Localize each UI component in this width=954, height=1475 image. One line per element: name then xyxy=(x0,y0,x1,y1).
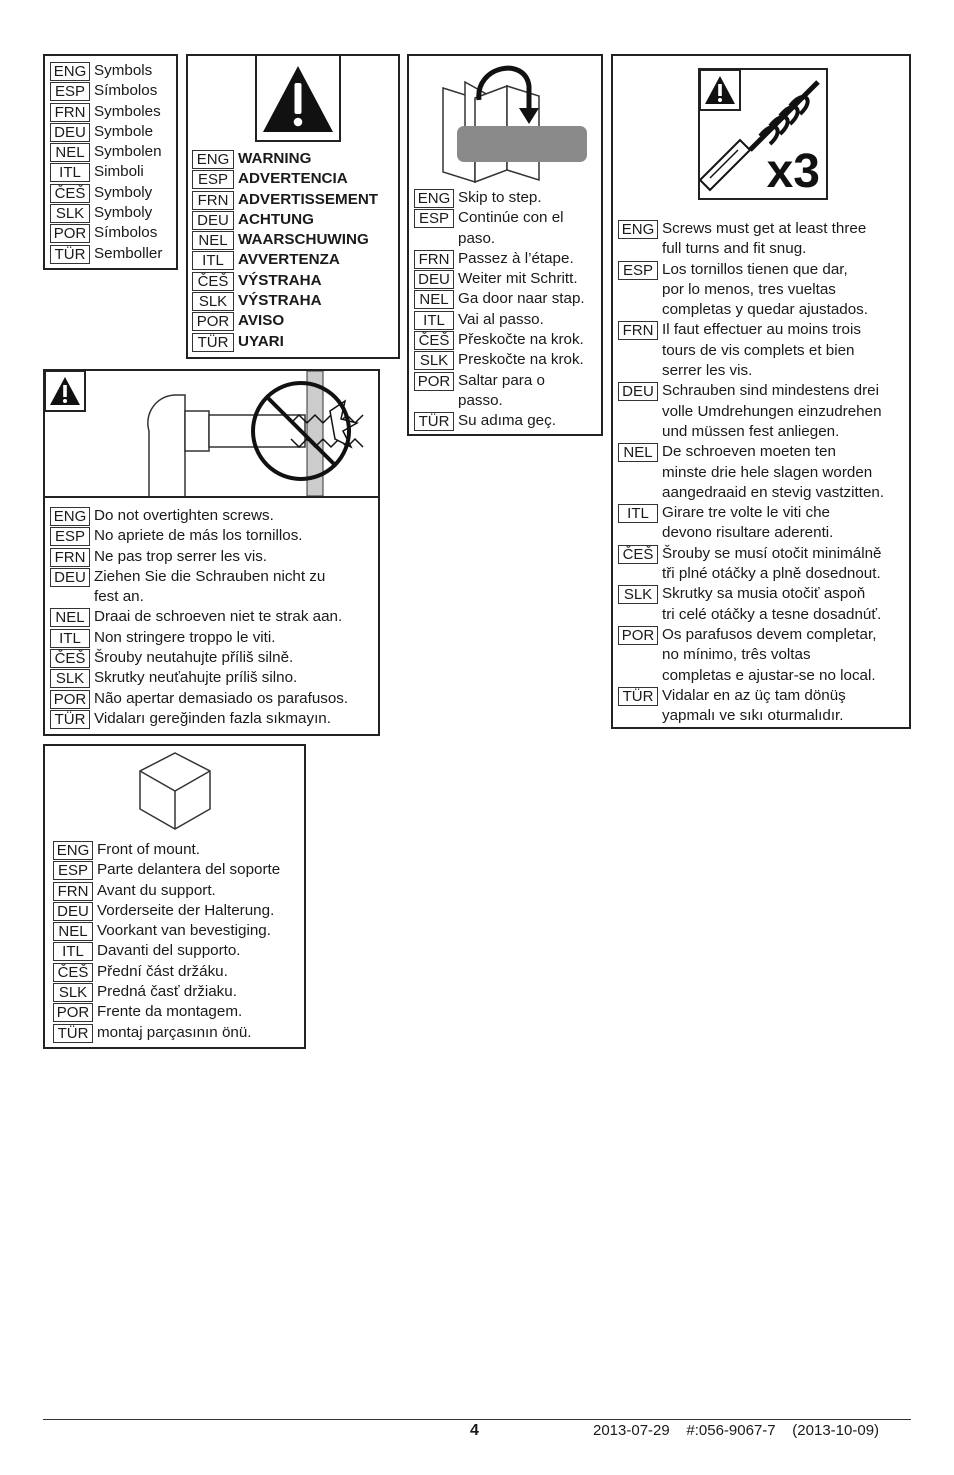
screws-box xyxy=(611,54,911,729)
language-text: Não apertar demasiado os parafusos. xyxy=(94,689,349,707)
language-row xyxy=(414,188,585,208)
language-text: Símbolos xyxy=(94,224,158,242)
language-row xyxy=(50,244,162,264)
language-code: DEU xyxy=(192,211,234,230)
language-code: ESP xyxy=(53,861,93,880)
language-row xyxy=(53,840,280,860)
language-code: SLK xyxy=(192,292,234,311)
language-code: ITL xyxy=(192,251,234,270)
language-code: TÜR xyxy=(50,710,90,729)
screws-list xyxy=(618,219,884,726)
language-text: Šrouby neutahujte příliš silně. xyxy=(94,649,294,667)
language-code: DEU xyxy=(414,270,454,289)
language-code: TÜR xyxy=(192,333,234,352)
language-code: SLK xyxy=(50,669,90,688)
language-code: ENG xyxy=(192,150,234,169)
language-code: SLK xyxy=(53,983,93,1002)
language-row xyxy=(414,310,585,330)
language-code: POR xyxy=(192,312,234,331)
language-text: Semboller xyxy=(94,244,163,262)
language-text: AVVERTENZA xyxy=(238,251,340,269)
language-row xyxy=(414,289,585,309)
language-text: Weiter mit Schritt. xyxy=(458,270,578,288)
language-row xyxy=(50,203,162,223)
language-text: Frente da montagem. xyxy=(97,1003,243,1021)
language-code: ESP xyxy=(50,527,90,546)
warning-box xyxy=(186,54,400,359)
language-row xyxy=(192,332,378,352)
language-row xyxy=(50,689,348,709)
language-code: NEL xyxy=(618,443,658,462)
language-text: Symbole xyxy=(94,122,154,140)
language-code: ITL xyxy=(50,163,90,182)
language-code: TÜR xyxy=(53,1024,93,1043)
language-text: Saltar para o passo. xyxy=(458,371,545,409)
language-text: VÝSTRAHA xyxy=(238,292,322,310)
language-row xyxy=(50,162,162,182)
language-row xyxy=(50,567,348,608)
language-code: ITL xyxy=(50,629,90,648)
language-row xyxy=(50,709,348,729)
language-code: ESP xyxy=(192,170,234,189)
language-code: ITL xyxy=(414,311,454,330)
language-row xyxy=(192,190,378,210)
language-text: Su adıma geç. xyxy=(458,412,556,430)
language-row xyxy=(618,381,884,442)
language-text: Preskočte na krok. xyxy=(458,351,584,369)
language-code: NEL xyxy=(414,290,454,309)
language-row xyxy=(414,269,585,289)
language-row xyxy=(50,668,348,688)
language-row xyxy=(414,371,585,412)
language-row xyxy=(53,860,280,880)
language-code: ČEŠ xyxy=(50,184,90,203)
language-code: FRN xyxy=(50,103,90,122)
language-text: De schroeven moeten ten minste drie hele slagen worden aangedraaid en stevig vastzitten. xyxy=(662,443,885,501)
language-text: Front of mount. xyxy=(97,841,200,858)
language-text: UYARI xyxy=(238,332,284,350)
language-row xyxy=(618,503,884,544)
language-text: VÝSTRAHA xyxy=(238,271,322,289)
language-text: WARNING xyxy=(238,150,312,167)
overtighten-list xyxy=(50,506,348,729)
language-code: POR xyxy=(414,372,454,391)
language-text: ACHTUNG xyxy=(238,210,314,228)
language-code: TÜR xyxy=(414,412,454,431)
language-row xyxy=(53,901,280,921)
language-text: Parte delantera del soporte xyxy=(97,861,281,879)
language-row xyxy=(192,210,378,230)
language-row xyxy=(50,628,348,648)
language-row xyxy=(414,330,585,350)
language-text: Screws must get at least three full turns and fit snug. xyxy=(662,220,867,258)
footer-divider xyxy=(43,1419,911,1420)
language-row xyxy=(50,607,348,627)
language-row xyxy=(50,122,162,142)
language-code: ESP xyxy=(414,209,454,228)
language-code: TÜR xyxy=(618,687,658,706)
language-code: POR xyxy=(50,690,90,709)
language-text: Davanti del supporto. xyxy=(97,942,241,960)
language-text: Symboles xyxy=(94,102,161,120)
language-row xyxy=(414,249,585,269)
language-row xyxy=(50,183,162,203)
language-row xyxy=(50,61,162,81)
page-flip-icon xyxy=(435,60,595,191)
overtighten-box xyxy=(43,369,380,736)
language-text: Passez à l’étape. xyxy=(458,249,574,267)
symbols-box xyxy=(43,54,178,270)
cube-icon xyxy=(138,751,212,836)
language-code: SLK xyxy=(50,204,90,223)
language-text: Avant du support. xyxy=(97,881,216,899)
language-code: DEU xyxy=(618,382,658,401)
language-text: Vorderseite der Halterung. xyxy=(97,901,275,919)
language-text: Symboly xyxy=(94,204,153,222)
language-row xyxy=(192,169,378,189)
language-text: Přeskočte na krok. xyxy=(458,331,584,349)
language-code: FRN xyxy=(414,250,454,269)
language-row xyxy=(53,982,280,1002)
language-text: No apriete de más los tornillos. xyxy=(94,527,303,545)
language-row xyxy=(192,311,378,331)
language-code: NEL xyxy=(50,143,90,162)
language-code: FRN xyxy=(618,321,658,340)
language-code: POR xyxy=(618,626,658,645)
language-code: ESP xyxy=(618,261,658,280)
language-text: Schrauben sind mindestens drei volle Umdrehungen einzudrehen und müssen fest anliegen. xyxy=(662,382,882,440)
symbols-list xyxy=(50,61,162,264)
language-text: Skrutky neuťahujte príliš silno. xyxy=(94,669,298,687)
language-row xyxy=(414,208,585,249)
overtighten-diagram xyxy=(45,371,378,498)
language-code: SLK xyxy=(414,351,454,370)
language-row xyxy=(618,442,884,503)
quantity-badge: x3 xyxy=(766,145,820,198)
language-row xyxy=(50,506,348,526)
language-row xyxy=(618,219,884,260)
language-text: Skip to step. xyxy=(458,189,542,206)
language-text: Non stringere troppo le viti. xyxy=(94,628,276,646)
language-text: Symbolen xyxy=(94,143,162,161)
language-row xyxy=(618,686,884,727)
language-text: Do not overtighten screws. xyxy=(94,507,274,524)
language-code: ENG xyxy=(50,507,90,526)
language-row xyxy=(414,411,585,431)
language-row xyxy=(50,223,162,243)
language-row xyxy=(50,81,162,101)
language-text: Symboly xyxy=(94,183,153,201)
language-text: Vidaları gereğinden fazla sıkmayın. xyxy=(94,709,331,727)
language-code: NEL xyxy=(192,231,234,250)
language-text: Il faut effectuer au moins trois tours de vis complets et bien serrer les vis. xyxy=(662,321,861,380)
language-code: ENG xyxy=(50,62,90,81)
warning-list xyxy=(192,149,378,352)
language-row xyxy=(618,544,884,585)
language-text: Symbols xyxy=(94,62,153,79)
language-text: Přední část držáku. xyxy=(97,962,228,980)
language-code: ENG xyxy=(414,189,454,208)
language-text: Vai al passo. xyxy=(458,310,544,328)
language-code: DEU xyxy=(50,568,90,587)
language-code: ČEŠ xyxy=(50,649,90,668)
language-text: Draai de schroeven niet te strak aan. xyxy=(94,608,343,626)
language-text: Girare tre volte le viti che devono risultare aderenti. xyxy=(662,504,834,542)
language-code: ITL xyxy=(53,942,93,961)
language-row xyxy=(192,149,378,169)
language-text: Voorkant van bevestiging. xyxy=(97,922,271,940)
language-code: NEL xyxy=(50,608,90,627)
language-text: Vidalar en az üç tam dönüş yapmalı ve sıkı oturmalıdır. xyxy=(662,686,846,725)
language-row xyxy=(50,648,348,668)
language-code: ENG xyxy=(53,841,93,860)
language-text: ADVERTENCIA xyxy=(238,170,348,188)
language-row xyxy=(50,526,348,546)
language-code: DEU xyxy=(50,123,90,142)
language-code: POR xyxy=(50,224,90,243)
language-row xyxy=(53,1002,280,1022)
language-code: SLK xyxy=(618,585,658,604)
language-text: Skrutky sa musia otočiť aspoň tri celé otáčky a tesne dosadnúť. xyxy=(662,585,882,623)
language-text: Simboli xyxy=(94,163,144,181)
language-row xyxy=(618,320,884,381)
language-row xyxy=(618,625,884,686)
language-code: FRN xyxy=(53,882,93,901)
language-text: Los tornillos tienen que dar, por lo menos, tres vueltas completas y quedar ajustados. xyxy=(662,260,868,319)
language-text: WAARSCHUWING xyxy=(238,231,369,249)
language-row xyxy=(618,260,884,321)
language-row xyxy=(192,250,378,270)
language-code: ČEŠ xyxy=(53,963,93,982)
language-text: AVISO xyxy=(238,312,285,330)
language-row xyxy=(53,941,280,961)
language-row xyxy=(53,1023,280,1043)
language-row xyxy=(53,921,280,941)
front-box xyxy=(43,744,306,1049)
language-code: FRN xyxy=(50,548,90,567)
language-code: ITL xyxy=(618,504,658,523)
language-row xyxy=(414,350,585,370)
warning-triangle-icon xyxy=(255,56,341,142)
language-row xyxy=(192,291,378,311)
language-code: FRN xyxy=(192,191,234,210)
footer-info: 2013-07-29 #:056-9067-7 (2013-10-09) xyxy=(593,1422,880,1439)
language-code: ESP xyxy=(50,82,90,101)
language-row xyxy=(618,584,884,625)
language-code: TÜR xyxy=(50,245,90,264)
language-text: Os parafusos devem completar, no mínimo, três voltas completas e ajustar-se no local. xyxy=(662,625,877,684)
language-code: ČEŠ xyxy=(414,331,454,350)
language-text: ADVERTISSEMENT xyxy=(238,190,379,208)
language-row xyxy=(53,881,280,901)
language-code: DEU xyxy=(53,902,93,921)
language-code: POR xyxy=(53,1003,93,1022)
skip-list xyxy=(414,188,585,432)
language-text: montaj parçasının önü. xyxy=(97,1023,252,1041)
language-text: Šrouby se musí otočit minimálně tři plné otáčky a plně dosednout. xyxy=(662,544,882,583)
language-text: Continúe con el paso. xyxy=(458,209,564,247)
language-code: ČEŠ xyxy=(192,272,234,291)
language-code: NEL xyxy=(53,922,93,941)
language-row xyxy=(50,102,162,122)
skip-box xyxy=(407,54,603,436)
language-text: Predná časť držiaku. xyxy=(97,983,237,1001)
language-row xyxy=(50,547,348,567)
language-text: Ne pas trop serrer les vis. xyxy=(94,547,268,565)
screwdriver-icon xyxy=(698,68,828,200)
language-row xyxy=(50,142,162,162)
language-row xyxy=(53,962,280,982)
language-text: Ziehen Sie die Schrauben nicht zu fest an. xyxy=(94,567,326,606)
front-list xyxy=(53,840,280,1043)
language-code: ENG xyxy=(618,220,658,239)
language-text: Ga door naar stap. xyxy=(458,290,585,308)
page-number: 4 xyxy=(470,1422,479,1439)
language-text: Símbolos xyxy=(94,82,158,100)
language-row xyxy=(192,230,378,250)
language-code: ČEŠ xyxy=(618,545,658,564)
language-row xyxy=(192,271,378,291)
